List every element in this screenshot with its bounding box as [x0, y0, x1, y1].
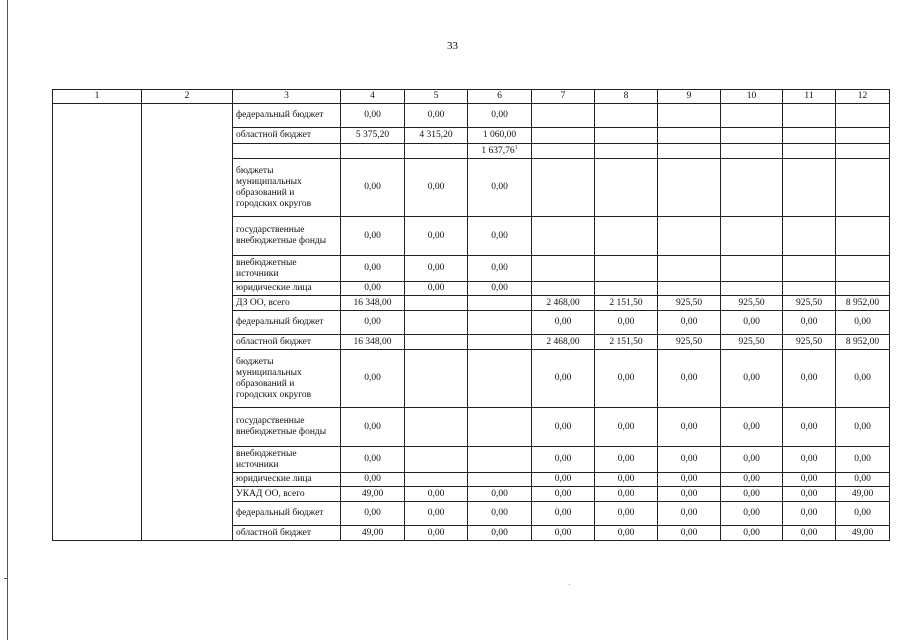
value-cell	[405, 282, 468, 296]
row-label: государственные внебюджетные фонды	[233, 408, 341, 447]
cell-value: 0,00	[427, 508, 445, 518]
value-cell	[783, 473, 836, 487]
cell-value: 0,00	[800, 474, 818, 484]
cell-value: 0,00	[617, 421, 635, 432]
value-cell	[341, 104, 405, 128]
value-cell	[341, 447, 405, 473]
value-cell	[721, 217, 783, 256]
cell-value: 0,00	[854, 373, 871, 383]
column-header: 3	[233, 90, 341, 104]
value-cell	[532, 144, 595, 159]
cell-value: 0,00	[800, 454, 818, 464]
value-cell	[836, 526, 890, 541]
value-cell	[595, 408, 658, 447]
value-cell	[405, 159, 468, 217]
column-header: 8	[595, 90, 658, 104]
cell-value: 925,50	[738, 336, 765, 347]
value-cell	[721, 502, 783, 526]
row-label: бюджеты муниципальных образований и городских округов	[233, 159, 341, 217]
value-cell	[836, 104, 890, 128]
value-cell	[405, 128, 468, 144]
value-cell	[341, 144, 405, 159]
cell-value: 925,50	[675, 297, 703, 308]
row-label: юридические лица	[233, 282, 341, 296]
cell-value: 0,00	[364, 508, 381, 518]
value-cell	[341, 408, 405, 447]
value-cell	[405, 350, 468, 408]
value-cell	[532, 256, 595, 282]
row-label: областной бюджет	[233, 335, 341, 350]
cell-value: 0,00	[617, 454, 635, 464]
value-cell	[341, 473, 405, 487]
value-cell	[405, 408, 468, 447]
cell-value: 0,00	[680, 488, 698, 499]
value-cell	[468, 128, 532, 144]
value-cell	[783, 128, 836, 144]
cell-value: 0,00	[680, 373, 698, 383]
value-cell	[595, 256, 658, 282]
cell-value: 925,50	[675, 336, 703, 347]
value-cell	[468, 104, 532, 128]
value-cell	[658, 487, 721, 502]
value-cell	[836, 473, 890, 487]
cell-value: 4 315,20	[419, 130, 453, 140]
cell-value: 0,00	[680, 421, 698, 432]
cell-value: 2 151,50	[609, 297, 643, 308]
value-cell	[405, 487, 468, 502]
cell-value: 16 348,00	[353, 297, 392, 308]
cell-value: 2 151,50	[609, 336, 643, 347]
cell-value: 0,00	[800, 527, 818, 538]
value-cell	[405, 144, 468, 159]
value-cell	[658, 473, 721, 487]
row-label: бюджеты муниципальных образований и городских округов	[233, 350, 341, 408]
cell-value: 0,00	[364, 230, 381, 241]
value-cell	[532, 104, 595, 128]
value-cell	[532, 350, 595, 408]
table-header-row	[53, 90, 890, 104]
value-cell	[658, 502, 721, 526]
page-edge-tick	[4, 578, 8, 579]
table-row	[53, 104, 890, 128]
value-cell	[341, 311, 405, 335]
value-cell	[405, 256, 468, 282]
value-cell	[721, 144, 783, 159]
value-cell	[595, 311, 658, 335]
value-cell	[405, 502, 468, 526]
value-cell	[341, 487, 405, 502]
value-cell	[405, 104, 468, 128]
cell-value: 0,00	[427, 230, 445, 241]
value-cell	[836, 144, 890, 159]
cell-value: 0,00	[491, 230, 508, 241]
value-cell	[836, 159, 890, 217]
row-label: государственные внебюджетные фонды	[233, 217, 341, 256]
cell-value: 0,00	[364, 317, 381, 327]
cell-value: 0,00	[491, 182, 508, 192]
cell-value: 0,00	[617, 317, 635, 327]
value-cell	[405, 311, 468, 335]
value-cell	[783, 526, 836, 541]
col-1-cell	[53, 104, 142, 541]
row-label: федеральный бюджет	[233, 311, 341, 335]
cell-value: 0,00	[427, 283, 445, 293]
column-header: 10	[721, 90, 783, 104]
value-cell	[836, 350, 890, 408]
value-cell	[595, 526, 658, 541]
cell-value: 0,00	[554, 488, 572, 499]
cell-value: 0,00	[680, 508, 698, 518]
value-cell	[532, 159, 595, 217]
cell-value: 0,00	[554, 317, 572, 327]
cell-value: 0,00	[364, 283, 381, 293]
value-cell	[595, 128, 658, 144]
footnote-mark: 1	[514, 144, 518, 151]
value-cell	[783, 350, 836, 408]
cell-value: 0,00	[743, 508, 760, 518]
cell-value: 925,50	[795, 297, 823, 308]
value-cell	[532, 217, 595, 256]
value-cell	[468, 144, 532, 159]
value-cell	[658, 104, 721, 128]
value-cell	[468, 350, 532, 408]
value-cell	[532, 128, 595, 144]
value-cell	[468, 282, 532, 296]
value-cell	[532, 447, 595, 473]
cell-value: 5 375,20	[355, 130, 390, 140]
value-cell	[468, 408, 532, 447]
cell-value: 0,00	[743, 474, 760, 484]
cell-value: 0,00	[800, 488, 818, 499]
value-cell	[721, 447, 783, 473]
cell-value: 0,00	[554, 454, 572, 464]
value-cell	[658, 282, 721, 296]
value-cell	[836, 447, 890, 473]
value-cell	[468, 296, 532, 311]
cell-value: 49,00	[361, 488, 384, 499]
value-cell	[532, 473, 595, 487]
value-cell	[341, 335, 405, 350]
value-cell	[783, 296, 836, 311]
value-cell	[405, 217, 468, 256]
value-cell	[595, 282, 658, 296]
cell-value: 49,00	[851, 488, 874, 499]
cell-value: 0,00	[364, 263, 381, 273]
cell-value: 0,00	[364, 474, 381, 484]
cell-value: 0,00	[800, 373, 818, 383]
value-cell	[595, 104, 658, 128]
cell-value: 0,00	[800, 317, 818, 327]
value-cell	[658, 296, 721, 311]
cell-value: 0,00	[364, 182, 381, 192]
cell-value: 0,00	[680, 527, 698, 538]
value-cell	[595, 350, 658, 408]
column-header: 5	[405, 90, 468, 104]
row-label: ДЗ ОО, всего	[233, 296, 341, 311]
value-cell	[783, 311, 836, 335]
value-cell	[595, 217, 658, 256]
value-cell	[836, 311, 890, 335]
cell-value: 0,00	[491, 508, 508, 518]
value-cell	[341, 159, 405, 217]
row-label: федеральный бюджет	[233, 104, 341, 128]
cell-value: 925,50	[795, 336, 823, 347]
cell-value: 0,00	[427, 488, 445, 499]
value-cell	[836, 217, 890, 256]
scan-speck	[569, 584, 570, 585]
cell-value: 0,00	[854, 317, 871, 327]
value-cell	[836, 282, 890, 296]
cell-value: 16 348,00	[353, 336, 392, 347]
value-cell	[836, 502, 890, 526]
value-cell	[341, 217, 405, 256]
cell-value: 0,00	[554, 373, 572, 383]
value-cell	[405, 447, 468, 473]
value-cell	[468, 335, 532, 350]
value-cell	[783, 502, 836, 526]
value-cell	[532, 311, 595, 335]
row-label: областной бюджет	[233, 526, 341, 541]
value-cell	[341, 502, 405, 526]
value-cell	[532, 487, 595, 502]
value-cell	[658, 159, 721, 217]
value-cell	[721, 104, 783, 128]
cell-value: 0,00	[854, 421, 871, 432]
value-cell	[836, 256, 890, 282]
value-cell	[721, 311, 783, 335]
cell-value: 0,00	[743, 317, 760, 327]
value-cell	[658, 256, 721, 282]
cell-value: 0,00	[743, 527, 760, 538]
value-cell	[783, 408, 836, 447]
value-cell	[468, 473, 532, 487]
value-cell	[341, 256, 405, 282]
cell-value: 0,00	[743, 373, 760, 383]
cell-value: 8 952,00	[845, 336, 880, 347]
value-cell	[658, 311, 721, 335]
column-header: 12	[836, 90, 890, 104]
value-cell	[595, 159, 658, 217]
cell-value: 925,50	[738, 297, 765, 308]
value-cell	[658, 526, 721, 541]
cell-value: 0,00	[680, 317, 698, 327]
value-cell	[658, 408, 721, 447]
value-cell	[595, 487, 658, 502]
value-cell	[658, 335, 721, 350]
column-header: 7	[532, 90, 595, 104]
cell-value: 0,00	[617, 508, 635, 518]
value-cell	[595, 473, 658, 487]
value-cell	[836, 296, 890, 311]
value-cell	[532, 282, 595, 296]
cell-value: 0,00	[491, 488, 508, 499]
cell-value: 49,00	[361, 527, 384, 538]
value-cell	[595, 144, 658, 159]
value-cell	[783, 447, 836, 473]
cell-value: 0,00	[554, 527, 572, 538]
cell-value: 0,00	[854, 508, 871, 518]
value-cell	[836, 487, 890, 502]
value-cell	[721, 487, 783, 502]
cell-value: 0,00	[743, 488, 760, 499]
value-cell	[595, 335, 658, 350]
column-header: 1	[53, 90, 142, 104]
value-cell	[595, 502, 658, 526]
value-cell	[468, 159, 532, 217]
cell-value: 0,00	[854, 454, 871, 464]
value-cell	[468, 447, 532, 473]
value-cell	[532, 335, 595, 350]
cell-value: 1 637,76	[481, 145, 515, 156]
cell-value: 0,00	[364, 421, 381, 432]
cell-value: 0,00	[491, 263, 508, 273]
value-cell	[721, 128, 783, 144]
value-cell	[341, 296, 405, 311]
cell-value: 0,00	[554, 508, 572, 518]
value-cell	[405, 296, 468, 311]
cell-value: 0,00	[427, 182, 445, 192]
value-cell	[783, 144, 836, 159]
value-cell	[595, 296, 658, 311]
value-cell	[836, 335, 890, 350]
value-cell	[341, 526, 405, 541]
row-label: УКАД ОО, всего	[233, 487, 341, 502]
cell-value: 0,00	[554, 474, 572, 484]
cell-value: 2 468,00	[546, 336, 580, 347]
page-number: 33	[447, 40, 458, 52]
value-cell	[468, 487, 532, 502]
row-label: внебюджетные источники	[233, 447, 341, 473]
cell-value: 0,00	[680, 454, 698, 464]
value-cell	[721, 296, 783, 311]
value-cell	[721, 159, 783, 217]
cell-value: 0,00	[491, 110, 508, 120]
row-label: юридические лица	[233, 473, 341, 487]
value-cell	[405, 335, 468, 350]
cell-value: 0,00	[427, 110, 445, 120]
cell-value: 2 468,00	[546, 297, 580, 308]
value-cell	[783, 217, 836, 256]
row-label	[233, 144, 341, 159]
value-cell	[532, 526, 595, 541]
col-2-cell	[142, 104, 233, 541]
value-cell	[783, 487, 836, 502]
cell-value: 0,00	[800, 508, 818, 518]
value-cell	[532, 296, 595, 311]
value-cell	[341, 282, 405, 296]
funding-table	[52, 89, 890, 541]
value-cell	[721, 335, 783, 350]
value-cell	[721, 526, 783, 541]
cell-value: 0,00	[554, 421, 572, 432]
cell-value: 0,00	[743, 421, 760, 432]
column-header: 4	[341, 90, 405, 104]
cell-value: 0,00	[427, 263, 445, 273]
value-cell	[468, 526, 532, 541]
value-cell	[658, 128, 721, 144]
cell-value: 0,00	[617, 527, 635, 538]
cell-value: 8 952,00	[845, 297, 880, 308]
value-cell	[783, 335, 836, 350]
value-cell	[468, 256, 532, 282]
column-header: 6	[468, 90, 532, 104]
value-cell	[783, 256, 836, 282]
value-cell	[836, 128, 890, 144]
value-cell	[836, 408, 890, 447]
cell-value: 1 060,00	[482, 130, 517, 140]
value-cell	[721, 350, 783, 408]
column-header: 2	[142, 90, 233, 104]
value-cell	[405, 473, 468, 487]
column-header: 9	[658, 90, 721, 104]
value-cell	[405, 526, 468, 541]
value-cell	[595, 447, 658, 473]
row-label: федеральный бюджет	[233, 502, 341, 526]
value-cell	[658, 447, 721, 473]
value-cell	[721, 408, 783, 447]
value-cell	[721, 256, 783, 282]
cell-value: 0,00	[680, 474, 698, 484]
value-cell	[783, 159, 836, 217]
row-label: внебюджетные источники	[233, 256, 341, 282]
value-cell	[658, 217, 721, 256]
value-cell	[341, 350, 405, 408]
cell-value: 0,00	[617, 373, 635, 383]
cell-value: 0,00	[617, 474, 635, 484]
cell-value: 0,00	[364, 373, 381, 383]
cell-value: 0,00	[364, 454, 381, 464]
value-cell	[532, 502, 595, 526]
value-cell	[341, 128, 405, 144]
value-cell	[721, 473, 783, 487]
value-cell	[468, 311, 532, 335]
column-header: 11	[783, 90, 836, 104]
cell-value: 0,00	[364, 110, 381, 120]
cell-value: 0,00	[800, 421, 818, 432]
value-cell	[783, 282, 836, 296]
cell-value: 0,00	[743, 454, 760, 464]
cell-value: 49,00	[851, 527, 874, 538]
cell-value: 0,00	[427, 527, 445, 538]
cell-value: 0,00	[491, 527, 508, 538]
cell-value: 0,00	[854, 474, 871, 484]
value-cell	[658, 144, 721, 159]
value-cell	[658, 350, 721, 408]
page-edge-line	[7, 0, 8, 640]
cell-value: 0,00	[617, 488, 635, 499]
value-cell	[721, 282, 783, 296]
cell-value: 0,00	[491, 283, 508, 293]
value-cell	[468, 217, 532, 256]
value-cell	[783, 104, 836, 128]
value-cell	[468, 502, 532, 526]
row-label: областной бюджет	[233, 128, 341, 144]
value-cell	[532, 408, 595, 447]
